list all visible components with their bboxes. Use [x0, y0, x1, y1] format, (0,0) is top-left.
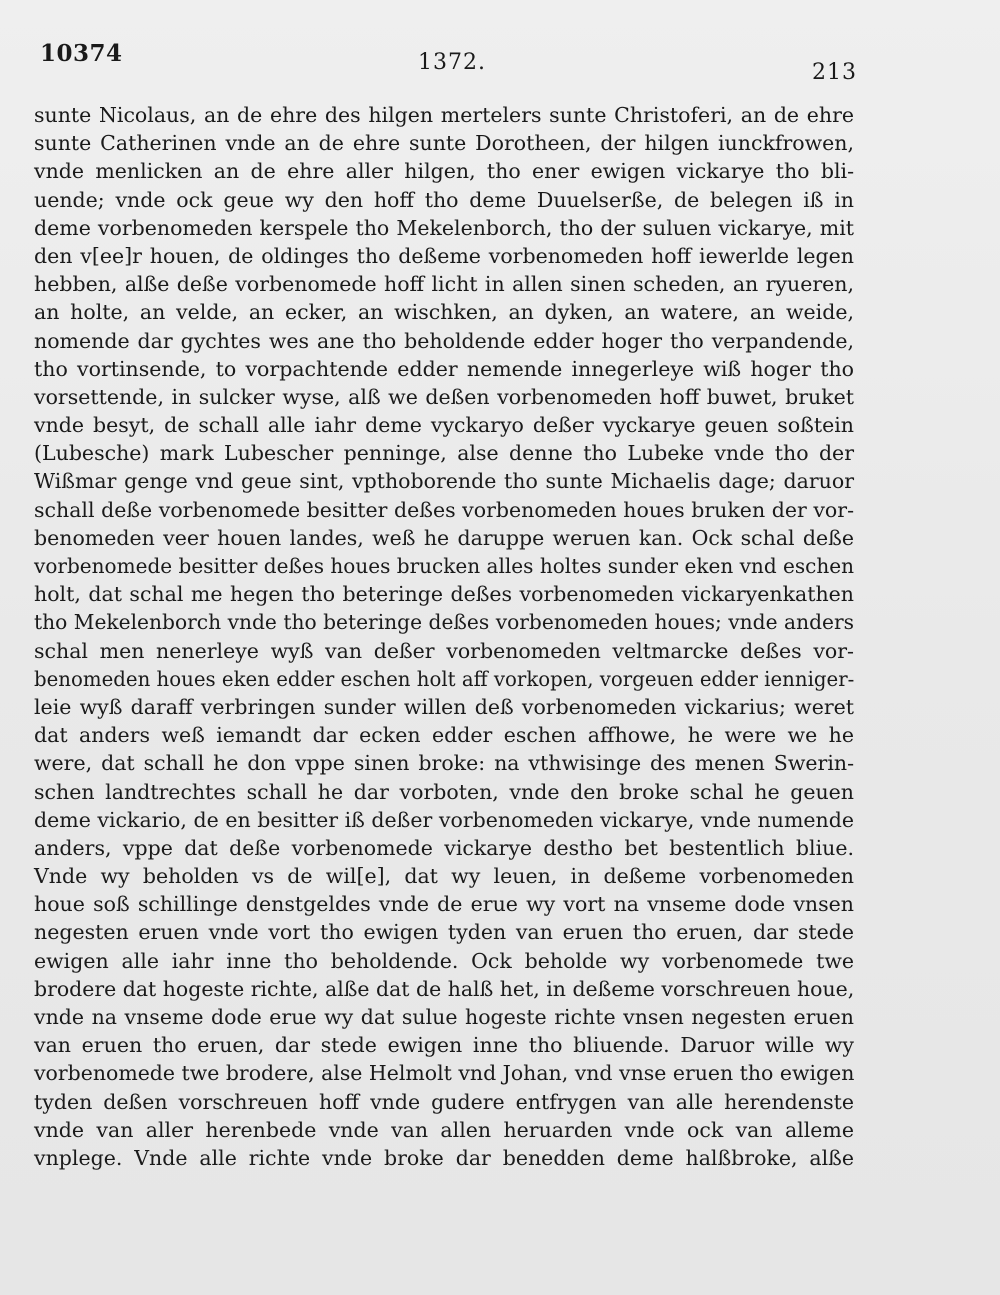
text-line: anders, vppe dat deße vorbenomede vickarye destho bet bestentlich bliue.	[34, 835, 854, 860]
text-line: Vnde wy beholden vs de wil[e], dat wy leuen, in deßeme vorbenomeden	[34, 864, 854, 889]
text-line: deme vorbenomeden kerspele tho Mekelenborch, tho der suluen vickarye, mit	[34, 215, 854, 240]
text-line: tho vortinsende, to vorpachtende edder nemende innegerleye wiß hoger tho	[34, 356, 854, 381]
text-line: vnde na vnseme dode erue wy dat sulue hogeste richte vnsen negesten eruen	[34, 1005, 854, 1029]
text-line: sunte Nicolaus, an de ehre des hilgen mertelers sunte Christoferi, an de ehre	[34, 103, 854, 127]
text-line: den v[ee]r houen, de oldinges tho deßeme vorbenomeden hoff iewerlde legen	[34, 243, 854, 268]
text-line: vnde van aller herenbede vnde van allen heruarden vnde ock van alleme	[34, 1117, 854, 1142]
text-line: Wißmar genge vnd geue sint, vpthoborende tho sunte Michaelis dage; daruor	[34, 469, 854, 494]
text-line: benomeden houes eken edder eschen holt aff vorkopen, vorgeuen edder ienniger-	[34, 666, 855, 691]
year-heading: 1372.	[418, 50, 486, 75]
text-line: leie wyß daraff verbringen sunder willen deß vorbenomeden vickarius; weret	[34, 694, 854, 719]
text-line: nomende dar gychtes wes ane tho beholdende edder hoger tho verpandende,	[34, 328, 854, 353]
text-line: vnde besyt, de schall alle iahr deme vyckaryo deßer vyckarye geuen soßtein	[34, 413, 854, 438]
text-line: vorbenomede besitter deßes houes brucken alles holtes sunder eken vnd eschen	[34, 554, 855, 578]
text-line: tyden deßen vorschreuen hoff vnde gudere entfrygen van alle herendenste	[34, 1089, 854, 1114]
text-line: (Lubesche) mark Lubescher penninge, alse denne tho Lubeke vnde tho der	[34, 441, 854, 466]
text-line: dat anders weß iemandt dar ecken edder eschen affhowe, he were we he	[34, 723, 854, 748]
text-line: vnde menlicken an de ehre aller hilgen, tho ener ewigen vickarye tho bli-	[34, 159, 854, 184]
text-line: schal men nenerleye wyß van deßer vorbenomeden veltmarcke deßes vor-	[34, 638, 854, 663]
text-line: vorbenomede twe brodere, alse Helmolt vnd Johan, vnd vnse eruen tho ewigen	[34, 1061, 855, 1086]
text-line: benomeden veer houen landes, weß he daruppe weruen kan. Ock schal deße	[34, 525, 854, 550]
text-line: vorsettende, in sulcker wyse, alß we deßen vorbenomeden hoff buwet, bruket	[34, 384, 854, 409]
text-line: holt, dat schal me hegen tho beteringe deßes vorbenomeden vickaryenkathen	[34, 582, 854, 607]
page-number: 213	[812, 60, 857, 85]
text-line: vnplege. Vnde alle richte vnde broke dar benedden deme halßbroke, alße	[34, 1145, 854, 1170]
text-line: brodere dat hogeste richte, alße dat de halß het, in deßeme vorschreuen houe,	[34, 976, 855, 1001]
text-line: deme vickario, de en besitter iß deßer vorbenomeden vickarye, vnde numende	[34, 807, 854, 832]
text-line: hebben, alße deße vorbenomede hoff licht in allen sinen scheden, an ryueren,	[34, 272, 854, 297]
text-line: uende; vnde ock geue wy den hoff tho deme Duuelserße, de belegen iß in	[34, 187, 854, 212]
text-line: schall deße vorbenomede besitter deßes vorbenomeden houes bruken der vor-	[34, 497, 854, 522]
text-line: were, dat schall he don vppe sinen broke: na vthwisinge des menen Swerin-	[34, 751, 854, 776]
text-line: negesten eruen vnde vort tho ewigen tyden van eruen tho eruen, dar stede	[34, 920, 854, 945]
body-text	[34, 101, 854, 1172]
document-number: 10374	[40, 40, 123, 67]
text-line: tho Mekelenborch vnde tho beteringe deßes vorbenomeden houes; vnde anders	[34, 610, 854, 635]
text-line: schen landtrechtes schall he dar vorboten, vnde den broke schal he geuen	[34, 779, 854, 804]
text-line: sunte Catherinen vnde an de ehre sunte Dorotheen, der hilgen iunckfrowen,	[34, 131, 854, 156]
text-line: houe soß schillinge denstgeldes vnde de erue wy vort na vnseme dode vnsen	[34, 892, 854, 917]
text-line: van eruen tho eruen, dar stede ewigen inne tho bliuende. Daruor wille wy	[34, 1033, 854, 1058]
text-line: ewigen alle iahr inne tho beholdende. Ock beholde wy vorbenomede twe	[34, 948, 854, 973]
text-line: an holte, an velde, an ecker, an wischken, an dyken, an watere, an weide,	[34, 300, 854, 325]
